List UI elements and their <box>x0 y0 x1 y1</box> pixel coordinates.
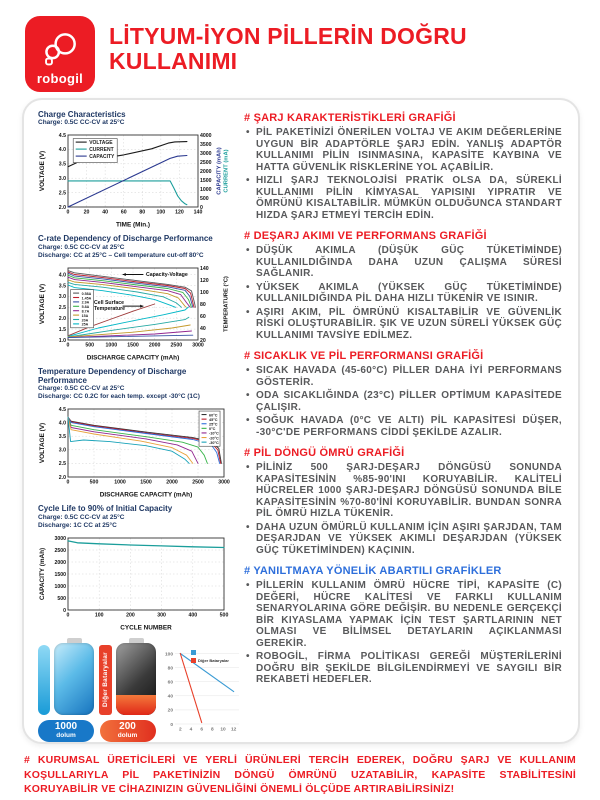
svg-text:VOLTAGE (V): VOLTAGE (V) <box>39 151 46 192</box>
cycle-count-unit: dolum <box>56 732 76 740</box>
svg-text:400: 400 <box>188 612 198 619</box>
page-title: LİTYUM-İYON PİLLERİN DOĞRU KULLANIMI <box>109 23 467 75</box>
svg-text:2500: 2500 <box>192 479 204 486</box>
svg-text:20A: 20A <box>81 318 89 323</box>
svg-text:-30°C: -30°C <box>209 441 219 446</box>
svg-text:60°C: 60°C <box>209 413 218 418</box>
svg-text:80: 80 <box>167 666 173 672</box>
cycle-count-badge-good <box>38 720 94 742</box>
svg-text:3.5: 3.5 <box>58 283 66 290</box>
svg-text:25A: 25A <box>81 322 89 327</box>
bullet-list <box>244 245 562 341</box>
other-batteries-banner <box>99 645 112 715</box>
section-misleading-charts <box>244 565 562 686</box>
svg-text:10: 10 <box>220 727 226 733</box>
chart-subtitle: Charge: 0.5C CC-CV at 25°C <box>38 243 125 251</box>
chart-block-crate-discharge <box>38 234 234 361</box>
cycle-count-value: 1000 <box>54 721 78 733</box>
svg-text:40: 40 <box>102 209 109 216</box>
svg-text:2.9A: 2.9A <box>81 300 90 305</box>
battery-body-low <box>116 643 156 715</box>
svg-text:4.0: 4.0 <box>58 420 66 427</box>
svg-text:0: 0 <box>63 607 66 614</box>
cycle-life-chart <box>38 532 234 632</box>
svg-text:1500: 1500 <box>54 571 66 578</box>
charts-column <box>24 100 238 742</box>
svg-text:Cell Surface: Cell Surface <box>94 299 124 306</box>
svg-text:0.58A: 0.58A <box>81 291 92 296</box>
svg-text:500: 500 <box>219 612 229 619</box>
svg-text:Capacity-Voltage: Capacity-Voltage <box>146 271 188 278</box>
page-header <box>0 0 600 96</box>
svg-text:1500: 1500 <box>140 479 152 486</box>
section-heading: # YANILTMAYA YÖNELİK ABARTILI GRAFİKLER <box>244 565 502 577</box>
svg-text:100: 100 <box>156 209 166 216</box>
bullet-list <box>244 127 562 221</box>
chart-subtitle: Charge: 0.5C CC-CV at 25°C <box>38 119 125 127</box>
svg-text:20: 20 <box>200 337 206 344</box>
svg-text:5.8A: 5.8A <box>81 304 90 309</box>
svg-text:6: 6 <box>200 727 204 733</box>
svg-text:15A: 15A <box>81 313 89 318</box>
section-heading: # PİL DÖNGÜ ÖMRÜ GRAFİĞİ <box>244 447 405 459</box>
svg-text:40: 40 <box>167 694 173 700</box>
section-heading: # ŞARJ KARAKTERİSTİKLERİ GRAFİĞİ <box>244 112 456 124</box>
svg-text:2000: 2000 <box>54 559 66 566</box>
bullet: • DÜŞÜK AKIMLA (DÜŞÜK GÜÇ TÜKETİMİNDE) KULLANILDIĞINDA DAHA UZUN ÇALIŞMA SÜRESİ SAĞLANIR. <box>244 245 562 280</box>
footer-note: # KURUMSAL ÜRETİCİLERİ VE YERLİ ÜRÜNLERİ TERCİH EDEREK, DOĞRU ŞARJ VE KULLANIM KOŞULLARIYLA PİL PAKETİNİZİN DÖNGÜ ÖMRÜNÜ UZATABİLİR, KAPASİTE STABİLİTESİNİ KORUYABİLİR VE CİHAZINIZIN GÜVENLİĞİNİ ÖNEMLİ ÖLÇÜDE ARTIRABİLİRSİNİZ! <box>24 754 576 796</box>
bullet-list <box>244 365 562 438</box>
chart-subtitle: Discharge: CC at 25°C – Cell temperature cut-off 80°C <box>38 251 204 259</box>
svg-text:4000: 4000 <box>200 133 212 140</box>
cycle-count-unit: dolum <box>117 732 138 740</box>
svg-text:60: 60 <box>167 680 173 686</box>
blue-capsule-battery <box>38 645 50 715</box>
svg-text:4.5: 4.5 <box>58 133 66 140</box>
svg-text:200: 200 <box>126 612 135 619</box>
bullet: • ROBOGİL, FİRMA POLİTİKASI GEREĞİ MÜŞTERİLERİNİ DOĞRU BİR ŞEKİLDE BİLGİLENDİRMEYİ VE SAYGILI BİR REKABETİ HEDEFLER. <box>244 651 562 686</box>
svg-text:3000: 3000 <box>54 535 66 542</box>
chart-block-charge-characteristics <box>38 110 234 229</box>
text-column <box>238 100 578 742</box>
svg-text:500: 500 <box>89 479 99 486</box>
svg-text:0: 0 <box>66 479 70 486</box>
svg-text:2.5: 2.5 <box>58 461 66 468</box>
svg-text:TIME (Min.): TIME (Min.) <box>115 221 151 229</box>
svg-text:CAPACITY (mAh): CAPACITY (mAh) <box>216 147 223 196</box>
svg-text:40: 40 <box>200 325 206 332</box>
svg-text:1500: 1500 <box>200 178 212 185</box>
svg-text:TEMPERATURE (°C): TEMPERATURE (°C) <box>223 275 230 332</box>
svg-text:0: 0 <box>170 722 173 728</box>
svg-text:100: 100 <box>164 652 173 658</box>
svg-text:120: 120 <box>175 209 184 216</box>
bullet: • SICAK HAVADA (45-60°C) PİLLER DAHA İYİ PERFORMANS GÖSTERİR. <box>244 365 562 388</box>
svg-text:1.45A: 1.45A <box>81 296 92 301</box>
svg-text:CURRENT: CURRENT <box>89 147 114 154</box>
svg-text:3.0: 3.0 <box>58 293 66 300</box>
svg-text:60: 60 <box>200 313 206 320</box>
battery-low-charge-segment <box>116 695 156 715</box>
svg-text:CAPACITY: CAPACITY <box>89 154 115 161</box>
svg-text:3.5: 3.5 <box>58 161 66 168</box>
chart-title: C-rate Dependency of Discharge Performance <box>38 234 213 244</box>
svg-text:2500: 2500 <box>170 342 183 349</box>
robogil-battery-row <box>38 638 94 715</box>
bullet: • AŞIRI AKIM, PİL ÖMRÜNÜ KISALTABİLİR VE GÜVENLİK RİSKİ OLUŞTURABİLİR. ŞIK VE UZUN SÜRELİ YÜKSEK GÜÇ KULLANIMI TAVSİYE EDİLMEZ. <box>244 307 562 342</box>
svg-text:0: 0 <box>66 342 70 349</box>
svg-text:2: 2 <box>178 727 182 733</box>
svg-text:300: 300 <box>157 612 166 619</box>
svg-text:0: 0 <box>66 209 70 216</box>
svg-text:12: 12 <box>230 727 237 733</box>
svg-text:8.7A: 8.7A <box>81 309 90 314</box>
svg-text:DISCHARGE CAPACITY (mAh): DISCHARGE CAPACITY (mAh) <box>86 354 180 362</box>
banner-label: Diğer Bataryalar <box>102 652 109 708</box>
section-heading: # SICAKLIK VE PİL PERFORMANSI GRAFİĞİ <box>244 350 484 362</box>
chart-subtitle: Charge: 0.5C CC-CV at 25°C <box>38 513 125 521</box>
robogil-battery-group <box>38 638 94 742</box>
section-heading: # DEŞARJ AKIMI VE PERFORMANS GRAFİĞİ <box>244 230 487 242</box>
temperature-discharge-chart <box>38 403 234 499</box>
svg-text:VOLTAGE (V): VOLTAGE (V) <box>39 423 46 464</box>
svg-text:1500: 1500 <box>127 342 139 349</box>
section-discharge-current <box>244 230 562 341</box>
bullet: • PİLLERİN KULLANIM ÖMRÜ HÜCRE TİPİ, KAPASİTE (C) DEĞERİ, HÜCRE KALİTESİ VE FARKLI KULLANIM SENARYOLARINA GÖRE DEĞİŞİR. BU NEDENLE GERÇEKÇİ BİR KIYASLAMA YAPMAK İÇİN TEST ŞARTLARININ NET OLMASI VE BİLİMSEL DETAYLARIN AÇIKLANMASI GEREKİR. <box>244 580 562 649</box>
robogil-logo <box>25 16 95 92</box>
svg-text:2500: 2500 <box>200 160 212 167</box>
bullet-list <box>244 462 562 556</box>
logo-wordmark: robogil <box>36 71 84 86</box>
svg-text:3.0: 3.0 <box>58 447 66 454</box>
svg-text:2.0: 2.0 <box>58 205 66 212</box>
svg-text:500: 500 <box>200 196 209 203</box>
other-battery-group <box>99 638 156 742</box>
svg-text:100: 100 <box>200 289 209 296</box>
battery-comparison <box>38 638 237 742</box>
svg-text:500: 500 <box>85 342 94 349</box>
svg-text:100: 100 <box>94 612 104 619</box>
svg-text:45°C: 45°C <box>209 418 218 423</box>
svg-text:2.5: 2.5 <box>58 190 66 197</box>
svg-text:1.0: 1.0 <box>58 337 66 344</box>
section-charge-characteristics <box>244 112 562 221</box>
chart-subtitle: Charge: 0.5C CC-CV at 25°C <box>38 385 125 393</box>
svg-text:1000: 1000 <box>105 342 118 349</box>
svg-text:3500: 3500 <box>200 142 212 149</box>
blue-battery <box>54 638 94 715</box>
svg-text:3000: 3000 <box>200 151 212 158</box>
cycle-count-badge-bad <box>100 720 156 742</box>
svg-text:1.5: 1.5 <box>58 326 66 333</box>
svg-text:25°C: 25°C <box>209 422 218 427</box>
svg-text:140: 140 <box>200 265 209 272</box>
cycle-count-value: 200 <box>119 721 136 733</box>
bullet: • DAHA UZUN ÖMÜRLÜ KULLANIM İÇİN AŞIRI ŞARJDAN, TAM DEŞARJDAN VE YÜKSEK AKIMLI DEŞARJDAN (YÜKSEK GÜÇ TÜKETİMİNDEN) KAÇININ. <box>244 522 562 557</box>
svg-text:3000: 3000 <box>192 342 204 349</box>
svg-text:CYCLE NUMBER: CYCLE NUMBER <box>120 624 172 632</box>
svg-text:2000: 2000 <box>200 169 212 176</box>
section-cycle-life <box>244 447 562 556</box>
svg-text:4.0: 4.0 <box>58 147 66 154</box>
robogil-logo-icon <box>38 29 82 69</box>
chart-title: Charge Characteristics <box>38 110 126 119</box>
section-temperature-performance <box>244 350 562 438</box>
svg-text:2.0: 2.0 <box>58 315 66 322</box>
battery-body-full <box>54 643 94 715</box>
bullet: • PİL PAKETİNİZİ ÖNERİLEN VOLTAJ VE AKIM DEĞERLERİNE UYGUN BİR ADAPTÖRLE ŞARJ EDİN. YANLIŞ ADAPTÖR KULLANIMI PİLİN ISINMASINA, KAPASİTE KAYBINA VE HATTA GÜVENLİK RİSKLERİNE YOL AÇABİLİR. <box>244 127 562 173</box>
chart-title: Temperature Dependency of Discharge Performance <box>38 366 187 385</box>
svg-text:1000: 1000 <box>114 479 126 486</box>
svg-text:500: 500 <box>57 595 66 602</box>
svg-text:0: 0 <box>66 612 70 619</box>
svg-text:1000: 1000 <box>54 583 66 590</box>
svg-text:80: 80 <box>200 301 206 308</box>
svg-text:4.0: 4.0 <box>58 272 66 279</box>
svg-text:20: 20 <box>83 209 90 216</box>
svg-text:Temperature: Temperature <box>94 305 126 312</box>
svg-text:120: 120 <box>200 277 209 284</box>
charge-characteristics-chart <box>38 129 234 229</box>
bullet: • HIZLI ŞARJ TEKNOLOJİSİ PRATİK OLSA DA, SÜREKLİ KULLANIMI PİLİN KİMYASAL YAPISINI YIPRATIR VE ÖMRÜNÜ KISALTABİLİR. MÜMKÜN OLDUĞUNCA STANDART HIZDA ŞARJ ETMEYİ TERCİH EDİN. <box>244 175 562 221</box>
svg-text:2.0: 2.0 <box>58 475 66 482</box>
svg-text:3000: 3000 <box>218 479 230 486</box>
svg-text:3.5: 3.5 <box>58 434 66 441</box>
svg-text:2500: 2500 <box>54 547 66 554</box>
svg-text:4.5: 4.5 <box>58 407 66 414</box>
lifetime-comparison-chart <box>161 640 241 734</box>
dark-battery <box>116 638 156 715</box>
svg-text:2000: 2000 <box>166 479 178 486</box>
chart-title: Cycle Life to 90% of Initial Capacity <box>38 504 173 514</box>
chart-subtitle: Discharge: 1C CC at 25°C <box>38 521 117 529</box>
svg-text:8: 8 <box>210 727 214 733</box>
bullet: • ODA SICAKLIĞINDA (23°C) PİLLER OPTİMUM KAPASİTEDE ÇALIŞIR. <box>244 390 562 413</box>
svg-text:VOLTAGE (V): VOLTAGE (V) <box>39 283 46 324</box>
svg-text:CURRENT (mA): CURRENT (mA) <box>223 149 230 193</box>
bullet: • PİLİNİZ 500 ŞARJ-DEŞARJ DÖNGÜSÜ SONUNDA KAPASİTESİNİN %85-90'INI KORUYABİLİR. KALİTELİ HÜCRELER 1000 ŞARJ-DEŞARJ DÖNGÜSÜ SONUNDA BİLE KAPASİTESİNİN %70-80'İNİ KORUYABİLİR. BUNDAN SONRA PİL ÖMRÜ HIZLA TÜKENİR. <box>244 462 562 520</box>
svg-text:CAPACITY (mAh): CAPACITY (mAh) <box>39 547 46 600</box>
svg-text:2.5: 2.5 <box>58 304 66 311</box>
crate-discharge-chart <box>38 262 234 362</box>
svg-text:Diğer Bataryalar: Diğer Bataryalar <box>198 658 229 664</box>
svg-text:2000: 2000 <box>148 342 161 349</box>
svg-text:-20°C: -20°C <box>209 436 219 441</box>
svg-text:80: 80 <box>139 209 146 216</box>
chart-block-cycle-life <box>38 504 234 631</box>
svg-text:140: 140 <box>193 209 203 216</box>
svg-text:0: 0 <box>200 205 203 212</box>
svg-text:20: 20 <box>167 708 173 714</box>
bullet: • SOĞUK HAVADA (0°C VE ALTI) PİL KAPASİTESİ DÜŞER, -30°C'DE PERFORMANS CİDDİ ŞEKİLDE AZALIR. <box>244 415 562 438</box>
svg-text:3.0: 3.0 <box>58 176 66 183</box>
svg-text:-10°C: -10°C <box>209 432 219 437</box>
svg-text:60: 60 <box>120 209 127 216</box>
chart-subtitle: Discharge: CC 0.2C for each temp. except -30°C (1C) <box>38 393 200 401</box>
bullet: • YÜKSEK AKIMLA (YÜKSEK GÜÇ TÜKETİMİNDE) KULLANILDIĞINDA PİL DAHA HIZLI TÜKENİR VE ISINIR. <box>244 282 562 305</box>
svg-text:DISCHARGE CAPACITY (mAh): DISCHARGE CAPACITY (mAh) <box>99 491 193 499</box>
svg-text:1000: 1000 <box>200 187 212 194</box>
svg-text:0°C: 0°C <box>209 427 216 432</box>
bullet-list <box>244 580 562 686</box>
svg-text:4: 4 <box>189 727 193 733</box>
chart-block-temperature-discharge <box>38 367 234 500</box>
other-battery-row <box>99 638 156 715</box>
svg-text:VOLTAGE: VOLTAGE <box>89 140 113 147</box>
content-card <box>22 98 580 744</box>
